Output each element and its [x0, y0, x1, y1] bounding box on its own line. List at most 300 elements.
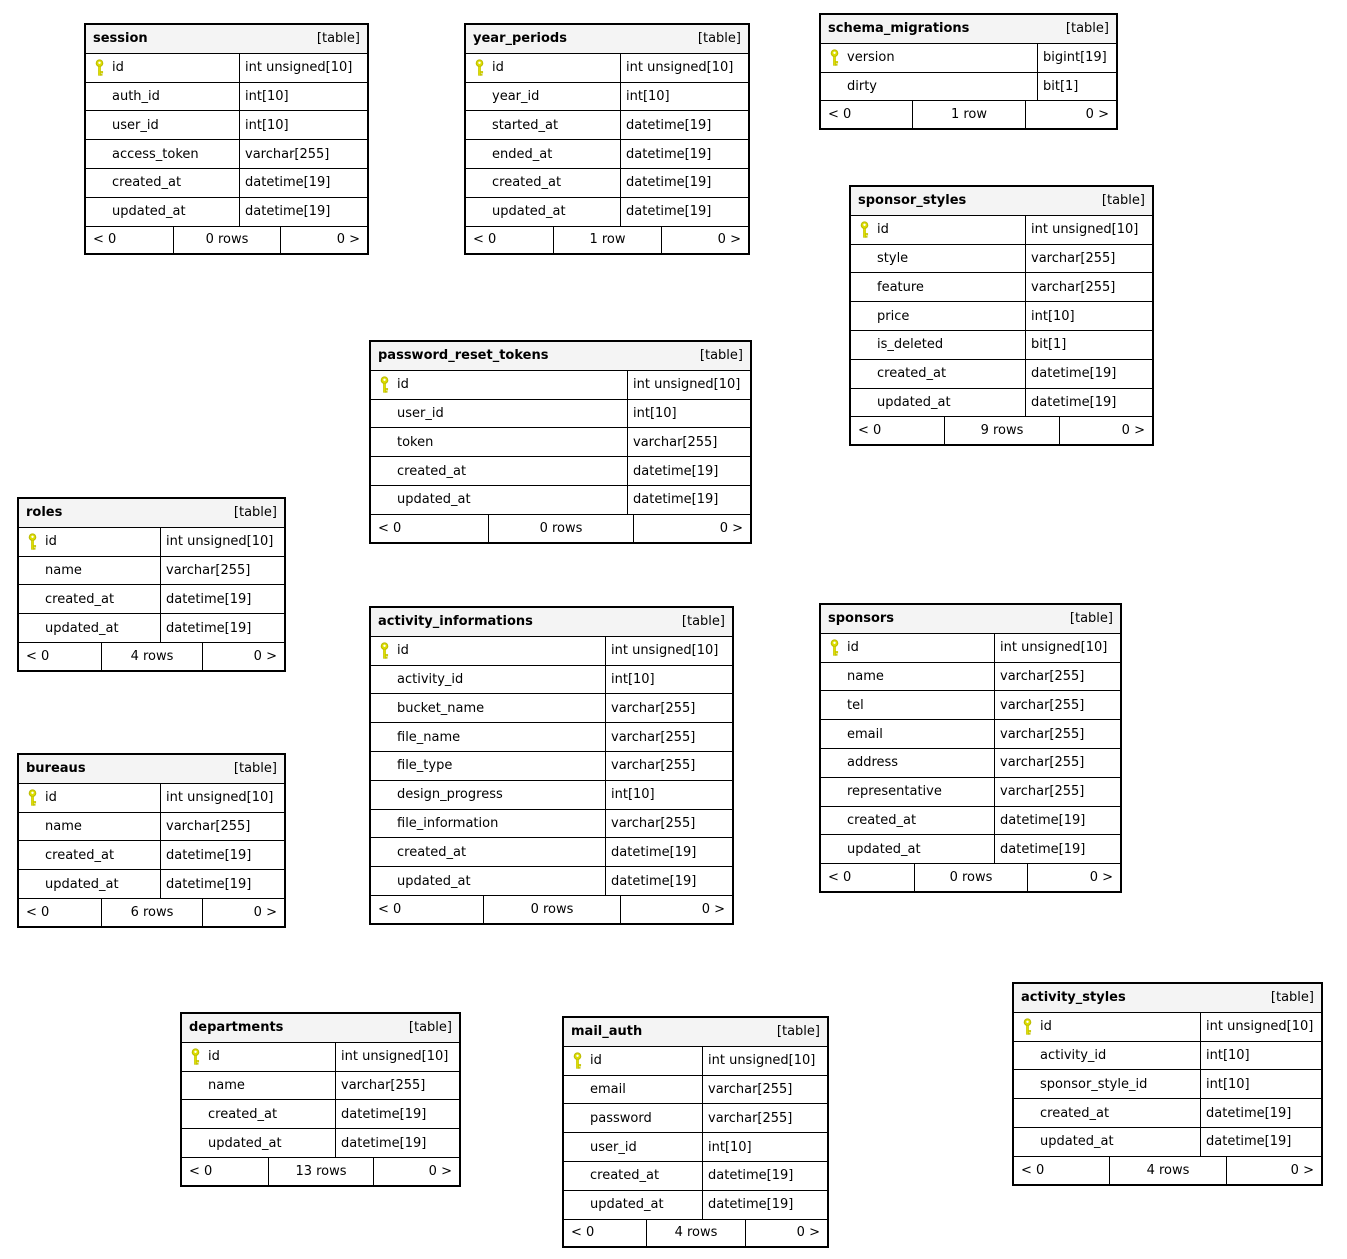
column-type: int unsigned[10]	[1000, 640, 1108, 656]
column-name-cell	[821, 634, 994, 662]
column-row-email[interactable]	[564, 1076, 827, 1105]
column-type-cell	[605, 637, 732, 665]
entity-roles[interactable]	[17, 497, 286, 672]
column-type: datetime[19]	[341, 1106, 427, 1122]
column-type-cell	[1025, 273, 1152, 301]
column-name: email	[847, 726, 883, 742]
row-count-label: 1 row	[553, 227, 660, 254]
entity-type-badge: [table]	[316, 31, 360, 47]
column-type-cell	[1025, 216, 1152, 244]
column-type: int unsigned[10]	[633, 377, 741, 393]
column-name-cell	[466, 169, 620, 197]
column-type: datetime[19]	[245, 175, 331, 191]
column-name: id	[208, 1049, 220, 1065]
column-row-name[interactable]	[19, 557, 284, 586]
column-row-id[interactable]	[564, 1047, 827, 1076]
refs-out-label: 0 >	[280, 227, 367, 254]
column-name-cell	[182, 1072, 335, 1100]
column-name: file_information	[397, 815, 499, 831]
row-count-label: 9 rows	[944, 417, 1058, 444]
column-name: name	[208, 1077, 245, 1093]
column-name: token	[397, 434, 434, 450]
column-name: id	[45, 790, 57, 806]
entity-header[interactable]	[1014, 984, 1321, 1013]
entity-activity_styles[interactable]	[1012, 982, 1323, 1186]
column-row-created_at[interactable]	[371, 838, 732, 867]
column-name: updated_at	[45, 876, 119, 892]
column-type-cell	[605, 723, 732, 751]
primary-key-icon	[27, 533, 45, 551]
entity-header[interactable]	[851, 187, 1152, 216]
column-type-cell	[620, 169, 748, 197]
column-row-id[interactable]	[182, 1043, 459, 1072]
column-name: created_at	[877, 366, 947, 382]
column-type-cell	[994, 634, 1120, 662]
column-type-cell	[160, 528, 284, 556]
column-type-cell	[994, 835, 1120, 863]
column-row-is_deleted[interactable]	[851, 331, 1152, 360]
column-row-file_name[interactable]	[371, 723, 732, 752]
entity-type-badge: [table]	[776, 1024, 820, 1040]
column-type-cell	[994, 778, 1120, 806]
entity-type-badge: [table]	[1065, 21, 1109, 37]
column-name-cell	[564, 1076, 702, 1104]
column-type-cell	[620, 198, 748, 226]
column-type: int unsigned[10]	[341, 1049, 449, 1065]
column-name-cell	[821, 720, 994, 748]
entity-schema_migrations[interactable]	[819, 13, 1118, 130]
column-name-cell	[821, 691, 994, 719]
column-type-cell	[335, 1129, 459, 1157]
entity-type-badge: [table]	[699, 348, 743, 364]
entity-footer	[1014, 1157, 1321, 1184]
entity-session[interactable]	[84, 23, 369, 255]
column-name-cell	[821, 73, 1037, 101]
column-name-cell	[371, 666, 605, 694]
column-type: datetime[19]	[611, 873, 697, 889]
entity-title: password_reset_tokens	[378, 348, 549, 364]
column-row-design_progress[interactable]	[371, 781, 732, 810]
column-name-cell	[1014, 1070, 1200, 1098]
column-row-id[interactable]	[371, 637, 732, 666]
column-type: int[10]	[611, 671, 655, 687]
entity-title: session	[93, 31, 148, 47]
column-type-cell	[160, 841, 284, 869]
column-type: datetime[19]	[1031, 394, 1117, 410]
entity-header[interactable]	[182, 1014, 459, 1043]
column-name-cell	[371, 457, 627, 485]
column-name-cell	[371, 838, 605, 866]
column-name-cell	[466, 54, 620, 82]
column-row-activity_id[interactable]	[371, 666, 732, 695]
entity-header[interactable]	[821, 15, 1116, 44]
entity-footer	[19, 643, 284, 670]
column-row-dirty[interactable]	[821, 73, 1116, 102]
column-row-updated_at[interactable]	[564, 1191, 827, 1220]
column-row-name[interactable]	[182, 1072, 459, 1101]
column-type-cell	[1200, 1042, 1321, 1070]
column-name-cell	[19, 813, 160, 841]
row-count-label: 13 rows	[268, 1158, 373, 1185]
entity-title: activity_styles	[1021, 990, 1126, 1006]
column-name: id	[847, 640, 859, 656]
entity-footer	[182, 1158, 459, 1185]
column-type-cell	[239, 140, 367, 168]
column-row-created_at[interactable]	[182, 1100, 459, 1129]
entity-header[interactable]	[86, 25, 367, 54]
column-type-cell	[702, 1076, 827, 1104]
entity-footer	[371, 896, 732, 923]
column-row-id[interactable]	[851, 216, 1152, 245]
column-name: auth_id	[112, 88, 160, 104]
column-name: address	[847, 755, 899, 771]
column-type: datetime[19]	[626, 117, 712, 133]
column-type: varchar[255]	[708, 1081, 793, 1097]
column-name: updated_at	[877, 394, 951, 410]
column-name: price	[877, 308, 910, 324]
column-type: int[10]	[1031, 308, 1075, 324]
column-row-name[interactable]	[821, 663, 1120, 692]
column-name: created_at	[397, 844, 467, 860]
primary-key-icon	[27, 789, 45, 807]
refs-in-label: < 0	[571, 1225, 595, 1241]
column-type-cell	[1200, 1099, 1321, 1127]
column-type-cell	[1037, 44, 1116, 72]
column-type: int unsigned[10]	[611, 643, 719, 659]
column-type: varchar[255]	[708, 1110, 793, 1126]
entity-footer	[466, 227, 748, 254]
column-row-access_token[interactable]	[86, 140, 367, 169]
column-row-tel[interactable]	[821, 691, 1120, 720]
column-type: varchar[255]	[611, 729, 696, 745]
column-name-cell	[371, 400, 627, 428]
column-row-updated_at[interactable]	[182, 1129, 459, 1158]
column-row-created_at[interactable]	[1014, 1099, 1321, 1128]
column-row-id[interactable]	[86, 54, 367, 83]
column-row-activity_id[interactable]	[1014, 1042, 1321, 1071]
entity-footer	[821, 864, 1120, 891]
column-row-updated_at[interactable]	[371, 486, 750, 515]
column-type-cell	[605, 694, 732, 722]
column-type-cell	[620, 83, 748, 111]
column-row-updated_at[interactable]	[1014, 1128, 1321, 1157]
column-name: started_at	[492, 117, 559, 133]
column-row-created_at[interactable]	[371, 457, 750, 486]
column-name-cell	[1014, 1099, 1200, 1127]
refs-out-label: 0 >	[202, 899, 284, 926]
column-type: varchar[255]	[1000, 726, 1085, 742]
column-row-auth_id[interactable]	[86, 83, 367, 112]
column-type: varchar[255]	[1000, 697, 1085, 713]
column-row-updated_at[interactable]	[851, 389, 1152, 418]
entity-year_periods[interactable]	[464, 23, 750, 255]
entity-header[interactable]	[821, 605, 1120, 634]
column-type-cell	[620, 111, 748, 139]
column-name-cell	[564, 1104, 702, 1132]
entity-type-badge: [table]	[1101, 193, 1145, 209]
column-name-cell	[821, 835, 994, 863]
column-row-id[interactable]	[466, 54, 748, 83]
column-name-cell	[1014, 1042, 1200, 1070]
entity-header[interactable]	[564, 1018, 827, 1047]
column-row-id[interactable]	[1014, 1013, 1321, 1042]
column-type-cell	[1025, 245, 1152, 273]
entity-mail_auth[interactable]	[562, 1016, 829, 1248]
column-type: datetime[19]	[166, 620, 252, 636]
column-name-cell	[19, 870, 160, 898]
column-name-cell	[466, 140, 620, 168]
column-row-file_type[interactable]	[371, 752, 732, 781]
column-type-cell	[239, 83, 367, 111]
column-name: password	[590, 1110, 652, 1126]
column-name: created_at	[208, 1106, 278, 1122]
column-type: datetime[19]	[626, 146, 712, 162]
entity-title: year_periods	[473, 31, 567, 47]
refs-in-label: < 0	[378, 520, 402, 536]
column-row-created_at[interactable]	[821, 807, 1120, 836]
row-count-label: 6 rows	[101, 899, 202, 926]
column-row-bucket_name[interactable]	[371, 694, 732, 723]
column-type-cell	[627, 400, 750, 428]
column-name-cell	[466, 198, 620, 226]
column-name-cell	[371, 810, 605, 838]
column-type: datetime[19]	[1206, 1105, 1292, 1121]
column-type: varchar[255]	[1000, 755, 1085, 771]
entity-activity_informations[interactable]	[369, 606, 734, 925]
column-name: id	[397, 377, 409, 393]
refs-in-label: < 0	[93, 232, 117, 248]
column-name-cell	[86, 140, 239, 168]
column-name: created_at	[847, 812, 917, 828]
column-name-cell	[821, 807, 994, 835]
column-name-cell	[851, 360, 1025, 388]
column-row-started_at[interactable]	[466, 111, 748, 140]
column-row-updated_at[interactable]	[19, 870, 284, 899]
column-name: updated_at	[397, 873, 471, 889]
column-type-cell	[239, 169, 367, 197]
column-name-cell	[821, 44, 1037, 72]
entity-title: departments	[189, 1020, 284, 1036]
column-name-cell	[564, 1047, 702, 1075]
column-name-cell	[371, 486, 627, 514]
column-type-cell	[994, 720, 1120, 748]
column-name: created_at	[112, 175, 182, 191]
column-row-representative[interactable]	[821, 778, 1120, 807]
column-row-email[interactable]	[821, 720, 1120, 749]
primary-key-icon	[474, 59, 492, 77]
column-row-user_id[interactable]	[371, 400, 750, 429]
column-type-cell	[627, 457, 750, 485]
column-name-cell	[851, 216, 1025, 244]
column-type: int unsigned[10]	[166, 790, 274, 806]
column-name-cell	[19, 585, 160, 613]
column-name-cell	[182, 1043, 335, 1071]
column-type: datetime[19]	[341, 1135, 427, 1151]
column-row-token[interactable]	[371, 428, 750, 457]
column-type-cell	[627, 486, 750, 514]
entity-type-badge: [table]	[233, 505, 277, 521]
column-row-user_id[interactable]	[86, 111, 367, 140]
column-row-id[interactable]	[19, 784, 284, 813]
column-type: varchar[255]	[1031, 250, 1116, 266]
column-name-cell	[821, 778, 994, 806]
column-name-cell	[19, 557, 160, 585]
refs-out-label: 0 >	[202, 643, 284, 670]
column-name-cell	[86, 83, 239, 111]
column-name: created_at	[45, 847, 115, 863]
entity-password_reset_tokens[interactable]	[369, 340, 752, 544]
column-row-updated_at[interactable]	[371, 867, 732, 896]
entity-header[interactable]	[371, 342, 750, 371]
column-name: version	[847, 50, 895, 66]
column-type-cell	[160, 614, 284, 642]
column-type-cell	[335, 1072, 459, 1100]
column-name: created_at	[397, 463, 467, 479]
column-type-cell	[1200, 1070, 1321, 1098]
column-row-style[interactable]	[851, 245, 1152, 274]
column-type: datetime[19]	[1000, 841, 1086, 857]
refs-out-label: 0 >	[633, 515, 750, 542]
column-row-file_information[interactable]	[371, 810, 732, 839]
column-row-updated_at[interactable]	[86, 198, 367, 227]
column-type: varchar[255]	[633, 434, 718, 450]
column-type-cell	[627, 428, 750, 456]
column-row-sponsor_style_id[interactable]	[1014, 1070, 1321, 1099]
column-row-id[interactable]	[821, 634, 1120, 663]
column-type: int unsigned[10]	[626, 60, 734, 76]
entity-bureaus[interactable]	[17, 753, 286, 928]
column-name: user_id	[397, 405, 444, 421]
column-row-id[interactable]	[371, 371, 750, 400]
row-count-label: 0 rows	[173, 227, 280, 254]
column-name: updated_at	[45, 620, 119, 636]
column-name: updated_at	[1040, 1134, 1114, 1150]
column-name: id	[877, 222, 889, 238]
column-name-cell	[86, 169, 239, 197]
column-type: varchar[255]	[245, 146, 330, 162]
refs-out-label: 0 >	[661, 227, 748, 254]
column-type: varchar[255]	[611, 700, 696, 716]
column-name-cell	[564, 1191, 702, 1219]
column-type: datetime[19]	[166, 591, 252, 607]
column-name: user_id	[112, 117, 159, 133]
column-type-cell	[605, 867, 732, 895]
column-type: int unsigned[10]	[166, 534, 274, 550]
column-row-name[interactable]	[19, 813, 284, 842]
column-row-year_id[interactable]	[466, 83, 748, 112]
column-row-updated_at[interactable]	[19, 614, 284, 643]
column-name: email	[590, 1081, 626, 1097]
column-row-created_at[interactable]	[466, 169, 748, 198]
column-type: datetime[19]	[245, 204, 331, 220]
column-row-ended_at[interactable]	[466, 140, 748, 169]
column-name-cell	[851, 331, 1025, 359]
column-name: updated_at	[112, 204, 186, 220]
column-name: name	[45, 562, 82, 578]
column-type: datetime[19]	[633, 463, 719, 479]
column-row-created_at[interactable]	[564, 1162, 827, 1191]
column-name: created_at	[492, 175, 562, 191]
column-row-created_at[interactable]	[19, 841, 284, 870]
column-type-cell	[627, 371, 750, 399]
column-row-address[interactable]	[821, 749, 1120, 778]
entity-header[interactable]	[466, 25, 748, 54]
refs-in-label: < 0	[828, 107, 852, 123]
column-row-version[interactable]	[821, 44, 1116, 73]
column-row-price[interactable]	[851, 302, 1152, 331]
column-type-cell	[994, 663, 1120, 691]
column-name-cell	[851, 389, 1025, 417]
entity-sponsor_styles[interactable]	[849, 185, 1154, 446]
column-row-updated_at[interactable]	[466, 198, 748, 227]
entity-title: mail_auth	[571, 1024, 643, 1040]
column-row-id[interactable]	[19, 528, 284, 557]
column-name-cell	[182, 1129, 335, 1157]
primary-key-icon	[1022, 1018, 1040, 1036]
column-name: updated_at	[397, 492, 471, 508]
column-name-cell	[86, 54, 239, 82]
entity-title: sponsor_styles	[858, 193, 967, 209]
column-type-cell	[702, 1162, 827, 1190]
column-type: datetime[19]	[708, 1197, 794, 1213]
column-name: access_token	[112, 146, 199, 162]
column-type: datetime[19]	[1206, 1134, 1292, 1150]
column-type-cell	[994, 807, 1120, 835]
column-row-created_at[interactable]	[851, 360, 1152, 389]
entity-departments[interactable]	[180, 1012, 461, 1187]
column-row-created_at[interactable]	[19, 585, 284, 614]
column-name: is_deleted	[877, 337, 944, 353]
column-type-cell	[160, 557, 284, 585]
column-type-cell	[1200, 1128, 1321, 1156]
refs-in-label: < 0	[828, 870, 852, 886]
entity-type-badge: [table]	[1069, 611, 1113, 627]
column-name-cell	[371, 371, 627, 399]
column-type-cell	[620, 140, 748, 168]
column-row-password[interactable]	[564, 1104, 827, 1133]
entity-header[interactable]	[19, 499, 284, 528]
column-name: ended_at	[492, 146, 553, 162]
entity-sponsors[interactable]	[819, 603, 1122, 893]
column-name: tel	[847, 697, 864, 713]
column-type: int[10]	[1206, 1047, 1250, 1063]
column-type: int[10]	[633, 405, 677, 421]
entity-header[interactable]	[19, 755, 284, 784]
column-name-cell	[86, 198, 239, 226]
column-type: int[10]	[1206, 1076, 1250, 1092]
column-type-cell	[605, 752, 732, 780]
column-name-cell	[86, 111, 239, 139]
column-type-cell	[1037, 73, 1116, 101]
column-name: file_type	[397, 758, 453, 774]
entity-type-badge: [table]	[681, 614, 725, 630]
column-name: id	[397, 643, 409, 659]
entity-title: schema_migrations	[828, 21, 970, 37]
entity-type-badge: [table]	[1270, 990, 1314, 1006]
column-row-feature[interactable]	[851, 273, 1152, 302]
row-count-label: 0 rows	[483, 896, 620, 923]
column-name: id	[492, 60, 504, 76]
column-type: datetime[19]	[1031, 366, 1117, 382]
entity-type-badge: [table]	[697, 31, 741, 47]
column-row-user_id[interactable]	[564, 1133, 827, 1162]
primary-key-icon	[859, 221, 877, 239]
column-type: varchar[255]	[1031, 279, 1116, 295]
column-row-created_at[interactable]	[86, 169, 367, 198]
column-row-updated_at[interactable]	[821, 835, 1120, 864]
entity-header[interactable]	[371, 608, 732, 637]
column-name: name	[847, 668, 884, 684]
